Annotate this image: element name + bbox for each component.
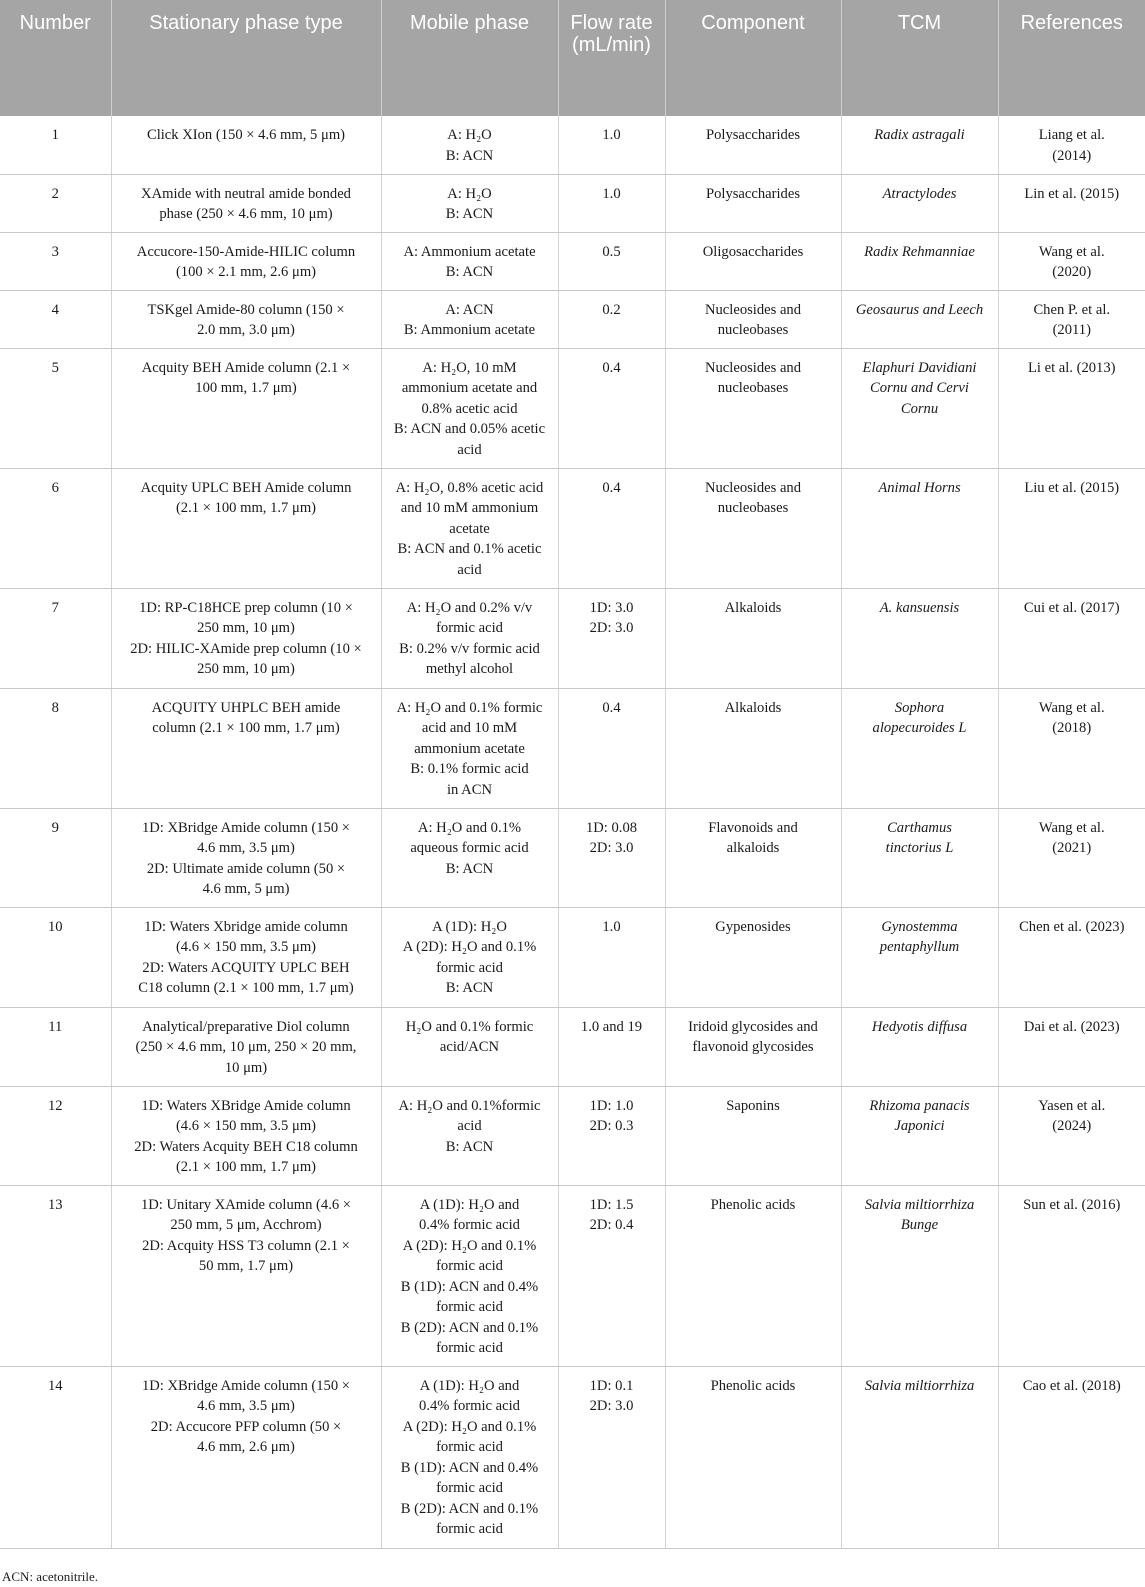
mobile-phase-cell-line: A: H₂O and 0.1%formic	[398, 1097, 541, 1114]
tcm-cell-line: Geosaurus and Leech	[855, 301, 984, 318]
mobile-phase-cell-line: A: H₂O and 0.1% formic	[396, 699, 543, 716]
tcm-cell-line: Gynostemma	[881, 918, 958, 935]
stationary-phase-cell	[111, 1366, 381, 1548]
flow-rate-cell-line: 1D: 0.1	[589, 1377, 634, 1394]
component-cell	[665, 1007, 841, 1086]
reference-cell	[998, 174, 1145, 232]
mobile-phase-cell-line: A: H₂O	[447, 185, 492, 202]
number-cell: 1	[0, 116, 111, 174]
stationary-phase-cell	[111, 588, 381, 688]
flow-rate-cell	[558, 588, 665, 688]
reference-cell-line: Yasen et al.	[1038, 1097, 1106, 1114]
number-cell: 8	[0, 688, 111, 808]
mobile-phase-cell-line: B: ACN	[445, 980, 494, 996]
stationary-phase-cell-line: XAmide with neutral amide bonded	[141, 185, 351, 202]
reference-cell	[998, 116, 1145, 174]
tcm-cell	[841, 688, 998, 808]
tcm-cell	[841, 588, 998, 688]
mobile-phase-cell-line: B: 0.2% v/v formic acid	[399, 640, 540, 657]
tcm-cell-line: Elaphuri Davidiani	[862, 359, 977, 376]
reference-cell-line: Wang et al.	[1038, 699, 1105, 716]
mobile-phase-cell-line: B: ACN	[445, 147, 494, 164]
header-row	[0, 0, 1145, 116]
component-cell-line: Nucleosides and	[704, 359, 802, 376]
flow-rate-cell-line: 1.0	[602, 918, 621, 935]
component-cell-line: Polysaccharides	[705, 185, 801, 202]
mobile-phase-cell-line: ammonium acetate and	[401, 380, 538, 396]
stationary-phase-cell	[111, 1185, 381, 1366]
flow-rate-cell-line: 0.4	[602, 479, 621, 496]
mobile-phase-cell	[381, 348, 558, 468]
flow-rate-cell	[558, 808, 665, 907]
stationary-phase-cell-line: column (2.1 × 100 mm, 1.7 μm)	[152, 720, 340, 736]
number-cell: 13	[0, 1185, 111, 1366]
stationary-phase-cell-line: 1D: XBridge Amide column (150 ×	[141, 1377, 351, 1394]
mobile-phase-cell-line: formic acid	[436, 1340, 503, 1356]
mobile-phase-cell-line: acid/ACN	[439, 1039, 500, 1055]
flow-rate-cell	[558, 688, 665, 808]
mobile-phase-cell	[381, 1007, 558, 1086]
mobile-phase-cell	[381, 808, 558, 907]
tcm-cell-line: Hedyotis diffusa	[871, 1018, 968, 1035]
mobile-phase-cell-line: B (2D): ACN and 0.1%	[400, 1319, 539, 1336]
reference-cell	[998, 688, 1145, 808]
stationary-phase-cell-line: 1D: Unitary XAmide column (4.6 ×	[140, 1196, 352, 1213]
component-cell-line: Alkaloids	[724, 699, 782, 716]
table-row	[0, 1366, 1145, 1548]
tcm-cell	[841, 1366, 998, 1548]
tcm-cell	[841, 116, 998, 174]
tcm-cell-line: Salvia miltiorrhiza	[864, 1377, 975, 1394]
component-cell	[665, 290, 841, 348]
stationary-phase-cell-line: 2.0 mm, 3.0 μm)	[197, 322, 295, 338]
stationary-phase-cell-line: 2D: Ultimate amide column (50 ×	[146, 860, 346, 877]
tcm-cell	[841, 1086, 998, 1185]
number-cell: 7	[0, 588, 111, 688]
flow-rate-cell	[558, 1185, 665, 1366]
mobile-phase-cell-line: A: H₂O and 0.1%	[417, 819, 522, 836]
mobile-phase-cell-line: formic acid	[436, 1439, 503, 1455]
flow-rate-cell	[558, 1007, 665, 1086]
tcm-cell	[841, 1007, 998, 1086]
tcm-cell-line: tinctorius L	[885, 840, 954, 856]
mobile-phase-cell	[381, 232, 558, 290]
table-row	[0, 1185, 1145, 1366]
tcm-cell-line: Radix astragali	[874, 127, 965, 143]
mobile-phase-cell-line: A: H₂O and 0.2% v/v	[406, 599, 533, 616]
stationary-phase-cell	[111, 174, 381, 232]
number-cell: 10	[0, 907, 111, 1007]
flow-rate-cell-line: 1D: 1.5	[589, 1196, 634, 1213]
table-row	[0, 1086, 1145, 1185]
stationary-phase-cell-line: 10 μm)	[224, 1059, 268, 1076]
flow-rate-cell-line: 0.5	[602, 243, 621, 260]
reference-cell	[998, 290, 1145, 348]
stationary-phase-cell-line: (250 × 4.6 mm, 10 μm, 250 × 20 mm,	[135, 1039, 357, 1055]
flow-rate-cell-line: 1.0	[602, 185, 621, 202]
mobile-phase-cell-line: formic acid	[436, 1521, 503, 1537]
reference-cell	[998, 1366, 1145, 1548]
tcm-cell	[841, 468, 998, 588]
reference-cell	[998, 232, 1145, 290]
mobile-phase-cell-line: A (1D): H₂O	[432, 918, 507, 935]
mobile-phase-cell	[381, 1366, 558, 1548]
mobile-phase-cell-line: aqueous formic acid	[410, 840, 529, 856]
stationary-phase-cell-line: (4.6 × 150 mm, 3.5 μm)	[175, 1118, 317, 1134]
flow-rate-cell	[558, 348, 665, 468]
stationary-phase-cell-line: 1D: XBridge Amide column (150 ×	[141, 819, 351, 836]
flow-rate-cell-line: 1D: 0.08	[585, 819, 638, 836]
mobile-phase-cell-line: H₂O and 0.1% formic	[405, 1018, 534, 1035]
reference-cell	[998, 1185, 1145, 1366]
component-cell	[665, 348, 841, 468]
table-row	[0, 688, 1145, 808]
component-cell-line: Saponins	[726, 1097, 780, 1114]
reference-cell-line: (2020)	[1052, 264, 1092, 280]
stationary-phase-cell-line: Acquity UPLC BEH Amide column	[140, 479, 352, 496]
reference-cell	[998, 808, 1145, 907]
tcm-cell	[841, 1185, 998, 1366]
mobile-phase-cell-line: acid	[457, 441, 482, 458]
mobile-phase-cell	[381, 688, 558, 808]
stationary-phase-cell-line: 2D: Accucore PFP column (50 ×	[150, 1418, 342, 1435]
flow-rate-cell-line: 2D: 3.0	[589, 620, 634, 636]
stationary-phase-cell	[111, 468, 381, 588]
component-cell-line: Phenolic acids	[710, 1377, 796, 1394]
table-body	[0, 116, 1145, 1548]
reference-cell	[998, 588, 1145, 688]
mobile-phase-cell-line: B: ACN and 0.1% acetic	[397, 541, 542, 557]
reference-cell-line: Dai et al. (2023)	[1023, 1018, 1120, 1035]
mobile-phase-cell-line: formic acid	[436, 959, 503, 976]
mobile-phase-cell-line: B (2D): ACN and 0.1%	[400, 1500, 539, 1517]
mobile-phase-cell-line: A: H₂O, 0.8% acetic acid	[395, 479, 544, 496]
number-cell: 5	[0, 348, 111, 468]
stationary-phase-cell-line: C18 column (2.1 × 100 mm, 1.7 μm)	[138, 980, 354, 996]
component-cell-line: nucleobases	[717, 322, 789, 338]
mobile-phase-cell-line: B: ACN and 0.05% acetic	[393, 421, 546, 437]
flow-rate-cell-line: 2D: 3.0	[589, 840, 634, 856]
component-cell	[665, 907, 841, 1007]
tcm-cell	[841, 290, 998, 348]
mobile-phase-cell	[381, 1086, 558, 1185]
tcm-cell-line: Cornu	[900, 400, 939, 417]
stationary-phase-cell	[111, 232, 381, 290]
stationary-phase-cell-line: 1D: RP-C18HCE prep column (10 ×	[139, 599, 353, 616]
reference-cell	[998, 1007, 1145, 1086]
flow-rate-cell	[558, 907, 665, 1007]
mobile-phase-cell	[381, 174, 558, 232]
flow-rate-cell-line: 2D: 3.0	[589, 1398, 634, 1414]
number-cell: 3	[0, 232, 111, 290]
reference-cell-line: Wang et al.	[1038, 819, 1105, 836]
flow-rate-cell-line: 1D: 3.0	[589, 599, 634, 616]
stationary-phase-cell-line: 4.6 mm, 5 μm)	[202, 881, 290, 897]
flow-rate-cell-line: 0.2	[602, 301, 621, 318]
mobile-phase-cell	[381, 588, 558, 688]
table-footnote: ACN: acetonitrile.	[2, 1569, 99, 1584]
flow-rate-cell	[558, 290, 665, 348]
mobile-phase-cell-line: 0.8% acetic acid	[421, 400, 518, 417]
number-cell: 12	[0, 1086, 111, 1185]
mobile-phase-cell-line: A (2D): H₂O and 0.1%	[402, 1237, 537, 1254]
mobile-phase-cell-line: B: ACN	[445, 860, 494, 877]
mobile-phase-cell-line: 0.4% formic acid	[419, 1398, 520, 1414]
flow-rate-cell	[558, 232, 665, 290]
tcm-cell-line: Salvia miltiorrhiza	[864, 1196, 975, 1213]
column-header-mobile-phase: Mobile phase	[381, 0, 558, 116]
component-cell	[665, 688, 841, 808]
tcm-cell	[841, 232, 998, 290]
stationary-phase-cell	[111, 907, 381, 1007]
stationary-phase-cell-line: 100 mm, 1.7 μm)	[195, 380, 297, 396]
mobile-phase-cell-line: formic acid	[436, 1480, 503, 1496]
component-cell-line: Alkaloids	[724, 599, 782, 616]
stationary-phase-cell-line: 1D: Waters Xbridge amide column	[144, 918, 348, 935]
mobile-phase-cell-line: formic acid	[436, 1258, 503, 1274]
component-cell-line: Phenolic acids	[710, 1196, 796, 1213]
flow-rate-cell	[558, 116, 665, 174]
component-cell-line: Iridoid glycosides and	[688, 1018, 818, 1035]
mobile-phase-cell-line: methyl alcohol	[425, 661, 514, 677]
tcm-cell-line: A. kansuensis	[879, 599, 960, 616]
stationary-phase-cell-line: 2D: Waters ACQUITY UPLC BEH	[142, 959, 350, 976]
table-row	[0, 1007, 1145, 1086]
mobile-phase-cell	[381, 1185, 558, 1366]
stationary-phase-cell-line: (100 × 2.1 mm, 2.6 μm)	[175, 264, 317, 280]
column-header-tcm: TCM	[841, 0, 998, 116]
tcm-cell	[841, 907, 998, 1007]
tcm-cell-line: Sophora	[894, 699, 945, 716]
tcm-cell-line: Radix Rehmanniae	[864, 243, 975, 260]
tcm-cell-line: pentaphyllum	[879, 939, 960, 955]
number-cell: 9	[0, 808, 111, 907]
reference-cell	[998, 348, 1145, 468]
table-row	[0, 468, 1145, 588]
reference-cell-line: Chen et al. (2023)	[1019, 918, 1125, 935]
mobile-phase-cell-line: and 10 mM ammonium	[400, 500, 539, 516]
reference-cell-line: Liang et al.	[1038, 127, 1105, 143]
number-cell: 6	[0, 468, 111, 588]
stationary-phase-cell	[111, 348, 381, 468]
stationary-phase-cell-line: 50 mm, 1.7 μm)	[198, 1258, 294, 1274]
mobile-phase-cell-line: A: H₂O, 10 mM	[422, 359, 517, 376]
tcm-cell-line: Atractylodes	[882, 185, 957, 202]
stationary-phase-cell-line: (2.1 × 100 mm, 1.7 μm)	[175, 1159, 317, 1175]
reference-cell-line: Cao et al. (2018)	[1022, 1377, 1121, 1394]
mobile-phase-cell-line: formic acid	[436, 620, 503, 636]
stationary-phase-cell-line: 250 mm, 10 μm)	[197, 620, 295, 636]
component-cell	[665, 808, 841, 907]
stationary-phase-cell	[111, 290, 381, 348]
tcm-cell-line: Animal Horns	[878, 479, 961, 496]
reference-cell	[998, 1086, 1145, 1185]
stationary-phase-cell-line: Accucore-150-Amide-HILIC column	[136, 243, 356, 260]
column-header-stationary-phase: Stationary phase type	[111, 0, 381, 116]
tcm-cell-line: Cornu and Cervi	[870, 380, 969, 396]
component-cell-line: Flavonoids and	[708, 819, 798, 836]
component-cell-line: Nucleosides and	[704, 301, 802, 318]
stationary-phase-cell-line: 2D: Acquity HSS T3 column (2.1 ×	[142, 1237, 350, 1254]
mobile-phase-cell-line: acetate	[449, 520, 490, 537]
stationary-phase-cell	[111, 808, 381, 907]
flow-rate-cell	[558, 468, 665, 588]
mobile-phase-cell-line: A (2D): H₂O and 0.1%	[402, 939, 537, 955]
stationary-phase-cell	[111, 1086, 381, 1185]
stationary-phase-cell-line: (4.6 × 150 mm, 3.5 μm)	[175, 939, 317, 955]
table-row	[0, 290, 1145, 348]
stationary-phase-cell-line: 250 mm, 5 μm, Acchrom)	[170, 1217, 322, 1233]
mobile-phase-cell-line: A (1D): H₂O and	[419, 1377, 520, 1394]
mobile-phase-cell-line: B: Ammonium acetate	[403, 322, 536, 338]
column-header-number: Number	[0, 0, 111, 116]
mobile-phase-cell	[381, 907, 558, 1007]
component-cell-line: Oligosaccharides	[702, 243, 804, 260]
mobile-phase-cell-line: A (2D): H₂O and 0.1%	[402, 1418, 537, 1435]
component-cell	[665, 116, 841, 174]
flow-rate-cell	[558, 1366, 665, 1548]
flow-rate-cell	[558, 174, 665, 232]
stationary-phase-cell-line: phase (250 × 4.6 mm, 10 μm)	[159, 206, 333, 222]
mobile-phase-cell-line: 0.4% formic acid	[419, 1217, 520, 1233]
mobile-phase-cell-line: acid and 10 mM	[421, 720, 518, 736]
flow-rate-cell-line: 2D: 0.3	[589, 1118, 634, 1134]
table-row	[0, 348, 1145, 468]
table-row	[0, 907, 1145, 1007]
mobile-phase-cell	[381, 290, 558, 348]
stationary-phase-cell-line: 4.6 mm, 2.6 μm)	[197, 1439, 295, 1455]
stationary-phase-cell-line: 2D: Waters Acquity BEH C18 column	[134, 1138, 358, 1155]
stationary-phase-cell	[111, 116, 381, 174]
reference-cell-line: Cui et al. (2017)	[1023, 599, 1120, 616]
column-header-component: Component	[665, 0, 841, 116]
tcm-cell	[841, 808, 998, 907]
flow-rate-cell	[558, 1086, 665, 1185]
stationary-phase-cell-line: 1D: Waters XBridge Amide column	[141, 1097, 351, 1114]
table-row	[0, 174, 1145, 232]
reference-cell	[998, 907, 1145, 1007]
number-cell: 4	[0, 290, 111, 348]
mobile-phase-cell-line: B: 0.1% formic acid	[410, 761, 529, 777]
mobile-phase-cell-line: A: Ammonium acetate	[403, 243, 536, 260]
tcm-cell	[841, 174, 998, 232]
component-cell-line: Nucleosides and	[704, 479, 802, 496]
number-cell: 11	[0, 1007, 111, 1086]
mobile-phase-cell-line: A (1D): H₂O and	[419, 1196, 520, 1213]
component-cell	[665, 468, 841, 588]
stationary-phase-cell-line: ACQUITY UHPLC BEH amide	[151, 699, 341, 716]
stationary-phase-cell-line: Analytical/preparative Diol column	[142, 1018, 350, 1035]
mobile-phase-cell-line: B: ACN	[445, 264, 494, 280]
reference-cell-line: (2024)	[1052, 1118, 1092, 1134]
mobile-phase-cell-line: in ACN	[446, 781, 492, 798]
mobile-phase-cell-line: B (1D): ACN and 0.4%	[400, 1459, 539, 1476]
flow-rate-cell-line: 0.4	[602, 699, 621, 716]
stationary-phase-cell	[111, 688, 381, 808]
number-cell: 14	[0, 1366, 111, 1548]
stationary-phase-cell-line: 250 mm, 10 μm)	[197, 661, 295, 677]
component-cell	[665, 1366, 841, 1548]
mobile-phase-cell-line: B (1D): ACN and 0.4%	[400, 1278, 539, 1295]
reference-cell-line: Wang et al.	[1038, 243, 1105, 260]
reference-cell	[998, 468, 1145, 588]
table-row	[0, 588, 1145, 688]
component-cell-line: Gypenosides	[715, 918, 791, 935]
stationary-phase-cell	[111, 1007, 381, 1086]
flow-rate-cell-line: 1.0	[602, 127, 621, 143]
component-cell	[665, 232, 841, 290]
reference-cell-line: (2011)	[1052, 322, 1091, 338]
tcm-cell-line: Bunge	[900, 1217, 939, 1233]
table-row	[0, 116, 1145, 174]
reference-cell-line: (2021)	[1052, 840, 1092, 856]
mobile-phase-cell-line: A: H₂O	[447, 127, 492, 143]
column-header-references: References	[998, 0, 1145, 116]
component-cell-line: Polysaccharides	[705, 127, 801, 143]
mobile-phase-cell	[381, 116, 558, 174]
stationary-phase-cell-line: 4.6 mm, 3.5 μm)	[197, 840, 295, 856]
stationary-phase-cell-line: Click XIon (150 × 4.6 mm, 5 μm)	[146, 127, 346, 143]
flow-rate-cell-line: 1D: 1.0	[589, 1097, 634, 1114]
component-cell-line: flavonoid glycosides	[692, 1039, 814, 1055]
reference-cell-line: Liu et al. (2015)	[1024, 479, 1120, 496]
tcm-cell-line: Japonici	[894, 1118, 945, 1134]
mobile-phase-cell-line: B: ACN	[445, 206, 494, 222]
reference-cell-line: Sun et al. (2016)	[1023, 1196, 1121, 1213]
stationary-phase-cell-line: 4.6 mm, 3.5 μm)	[197, 1398, 295, 1414]
reference-cell-line: Li et al. (2013)	[1027, 359, 1116, 376]
flow-rate-cell-line: 0.4	[602, 359, 621, 376]
mobile-phase-cell	[381, 468, 558, 588]
component-cell-line: nucleobases	[717, 500, 789, 516]
component-cell	[665, 1185, 841, 1366]
table-row	[0, 808, 1145, 907]
reference-cell-line: (2014)	[1052, 147, 1092, 164]
mobile-phase-cell-line: A: ACN	[445, 301, 494, 318]
tcm-cell-line: Rhizoma panacis	[869, 1097, 970, 1114]
tcm-cell	[841, 348, 998, 468]
component-cell-line: alkaloids	[726, 840, 780, 856]
component-cell	[665, 174, 841, 232]
component-cell	[665, 1086, 841, 1185]
column-header-flow-rate: Flow rate (mL/min)	[558, 0, 665, 116]
reference-cell-line: (2018)	[1052, 720, 1092, 736]
mobile-phase-cell-line: acid	[457, 1118, 482, 1134]
reference-cell-line: Chen P. et al.	[1033, 301, 1111, 318]
tcm-cell-line: Carthamus	[887, 819, 952, 836]
mobile-phase-cell-line: ammonium acetate	[414, 740, 525, 757]
mobile-phase-cell-line: formic acid	[436, 1299, 503, 1315]
number-cell: 2	[0, 174, 111, 232]
flow-rate-cell-line: 1.0 and 19	[580, 1018, 643, 1035]
tcm-cell-line: alopecuroides L	[872, 720, 967, 736]
component-cell	[665, 588, 841, 688]
table-row	[0, 232, 1145, 290]
stationary-phase-cell-line: 2D: HILIC-XAmide prep column (10 ×	[130, 640, 362, 657]
flow-rate-cell-line: 2D: 0.4	[589, 1217, 634, 1233]
reference-cell-line: Lin et al. (2015)	[1024, 185, 1120, 202]
mobile-phase-cell-line: acid	[457, 561, 482, 578]
stationary-phase-cell-line: TSKgel Amide-80 column (150 ×	[147, 301, 345, 318]
mobile-phase-cell-line: B: ACN	[445, 1138, 494, 1155]
component-cell-line: nucleobases	[717, 380, 789, 396]
stationary-phase-cell-line: (2.1 × 100 mm, 1.7 μm)	[175, 500, 317, 516]
stationary-phase-cell-line: Acquity BEH Amide column (2.1 ×	[141, 359, 351, 376]
